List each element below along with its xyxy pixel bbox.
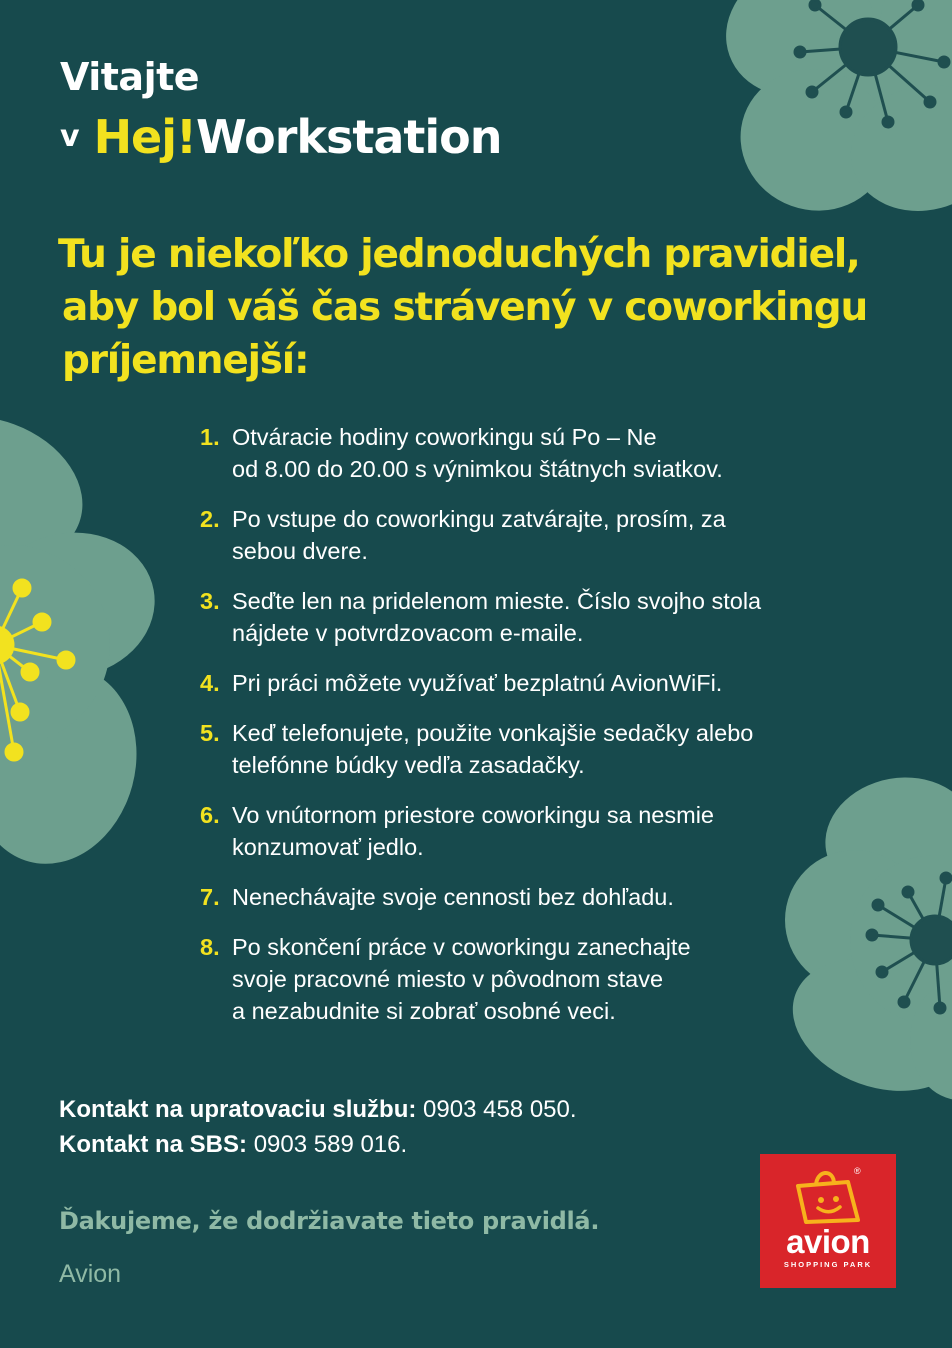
rule-number: 2. (200, 506, 220, 532)
list-item (200, 585, 880, 649)
rule-number: 7. (200, 884, 220, 910)
list-item (200, 881, 880, 913)
welcome-heading (60, 52, 502, 166)
rule-number: 8. (200, 934, 220, 960)
thanks-note: Ďakujeme, že dodržiavate tieto pravidlá. (59, 1207, 600, 1235)
contact-cleaning (59, 1092, 577, 1127)
rule-number: 5. (200, 720, 220, 746)
avion-logo (760, 1154, 896, 1288)
contact-phone: 0903 589 016. (253, 1131, 408, 1158)
headline-line: príjemnejší: (62, 338, 309, 383)
rule-number: 3. (200, 588, 220, 614)
rule-text: Seďte len na pridelenom mieste. Číslo svojho stola (232, 588, 762, 614)
rule-number: 1. (200, 424, 220, 450)
flower-top-right (707, 0, 952, 231)
logo-wordmark: avion (786, 1223, 870, 1260)
welcome-v: v (60, 119, 80, 154)
rule-text: od 8.00 do 20.00 s výnimkou štátnych sviatkov. (232, 456, 723, 482)
contact-phone: 0903 458 050. (423, 1096, 577, 1123)
list-item (200, 421, 880, 485)
rule-text: nájdete v potvrdzovacom e-maile. (232, 620, 584, 646)
contact-label: Kontakt na SBS: (59, 1131, 248, 1158)
headline-line: aby bol váš čas strávený v coworkingu (62, 285, 868, 330)
welcome-line: Vitajte (60, 55, 200, 99)
list-item (200, 503, 880, 567)
brand-workstation: Workstation (196, 110, 502, 164)
rule-text: Nenechávajte svoje cennosti bez dohľadu. (232, 884, 674, 910)
list-item (200, 931, 880, 1027)
rule-text: konzumovať jedlo. (232, 834, 424, 860)
headline-line: Tu je niekoľko jednoduchých pravidiel, (58, 232, 860, 277)
logo-tagline: SHOPPING PARK (783, 1260, 873, 1269)
registered-mark: ® (854, 1166, 861, 1176)
rule-number: 6. (200, 802, 220, 828)
rule-text: svoje pracovné miesto v pôvodnom stave (232, 966, 664, 992)
rule-number: 4. (200, 670, 220, 696)
shopping-bag-icon (788, 1164, 868, 1224)
rules-headline (58, 228, 918, 387)
list-item (200, 717, 880, 781)
contacts (59, 1092, 577, 1162)
rule-text: telefónne búdky vedľa zasadačky. (232, 752, 585, 778)
list-item (200, 799, 880, 863)
rule-text: Po vstupe do coworkingu zatvárajte, prosím, za (232, 506, 726, 532)
brand-line (60, 108, 502, 166)
rule-text: sebou dvere. (232, 538, 368, 564)
brand-hej: Hej! (93, 110, 197, 164)
rule-text: Pri práci môžete využívať bezplatnú AvionWiFi. (232, 670, 723, 696)
rule-text: a nezabudnite si zobrať osobné veci. (232, 998, 616, 1024)
signature: Avion (59, 1260, 122, 1288)
rule-text: Vo vnútornom priestore coworkingu sa nesmie (232, 802, 714, 828)
contact-label: Kontakt na upratovaciu službu: (59, 1096, 417, 1123)
flower-left (0, 392, 166, 883)
list-item (200, 667, 880, 699)
rule-text: Keď telefonujete, použite vonkajšie sedačky alebo (232, 720, 754, 746)
rule-text: Otváracie hodiny coworkingu sú Po – Ne (232, 424, 657, 450)
contact-security (59, 1127, 577, 1162)
rules-list (200, 421, 880, 1045)
rule-text: Po skončení práce v coworkingu zanechajte (232, 934, 691, 960)
